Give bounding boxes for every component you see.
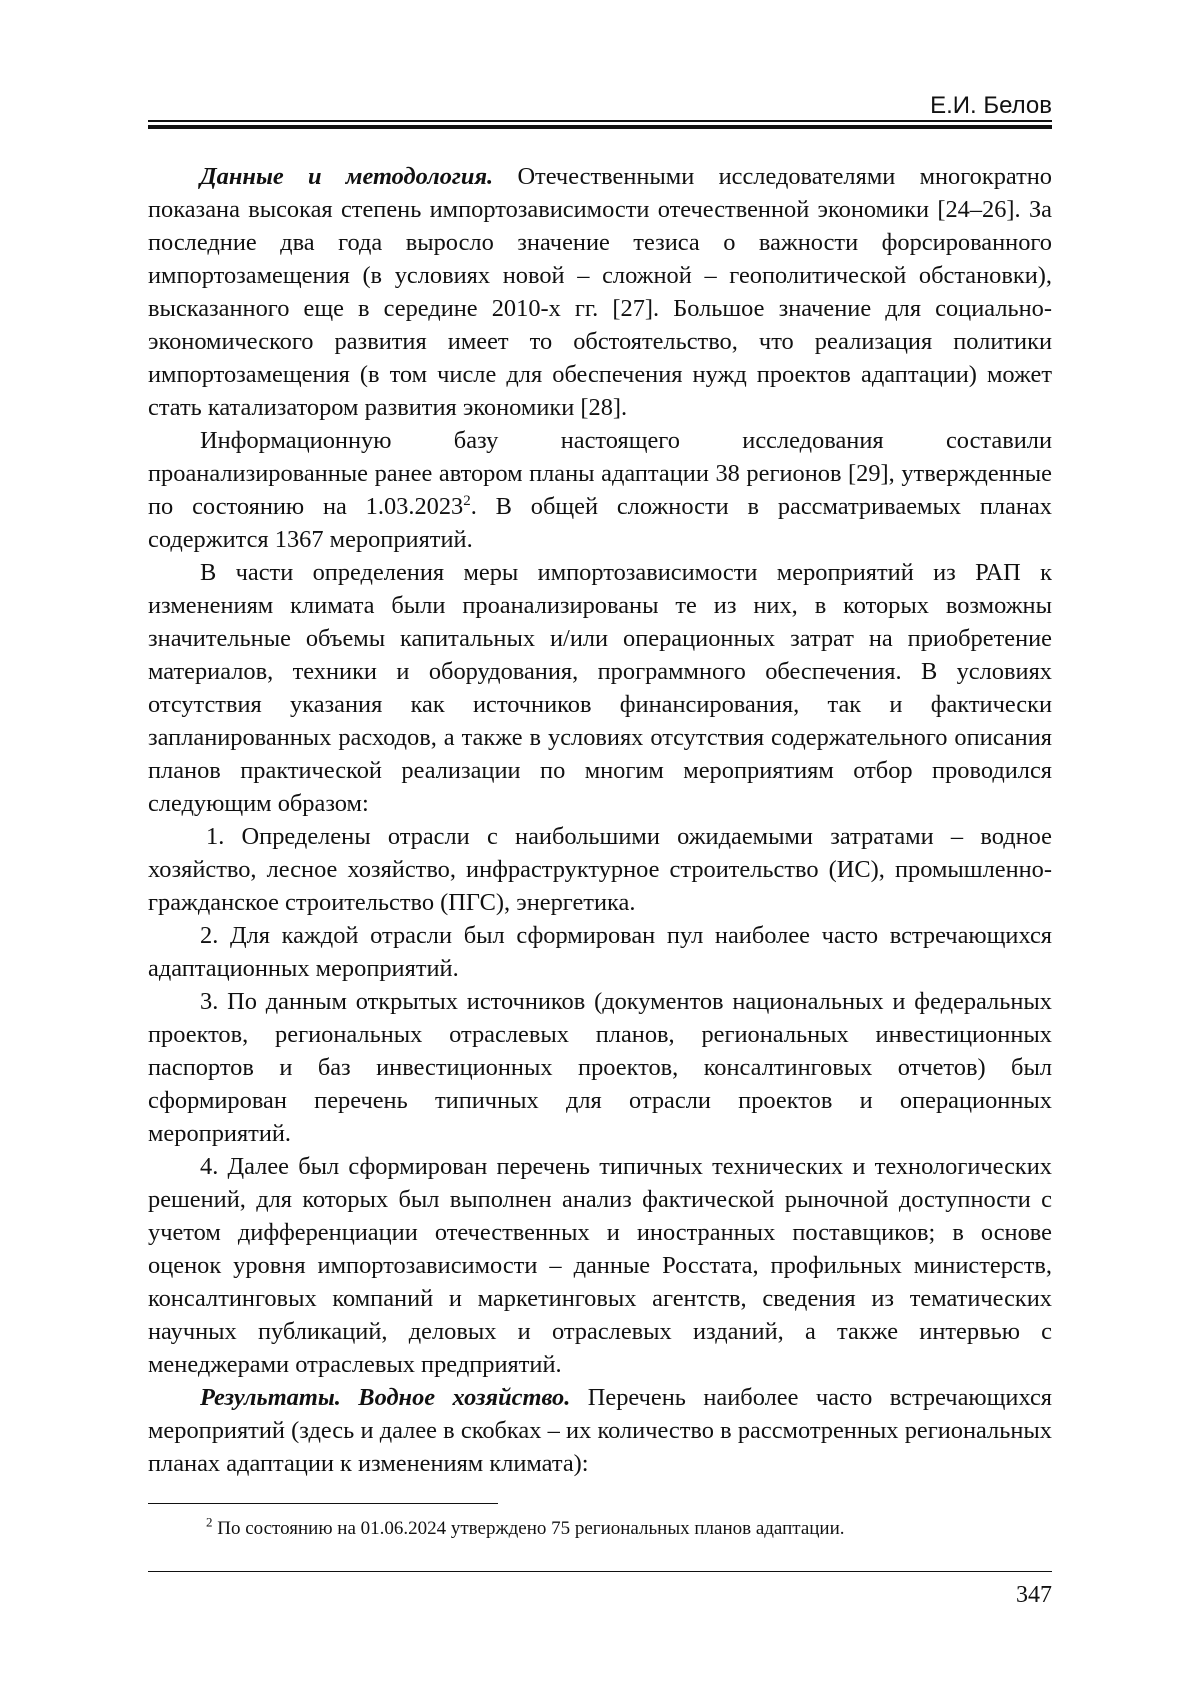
section-heading-results-water: Результаты. Водное хозяйство. [200,1384,571,1411]
header-rule-thick [148,125,1052,129]
list-item-2: 2. Для каждой отрасли был сформирован пул наиболее часто встречающихся адаптационных мероприятий. [148,922,1052,982]
footnote [148,1516,1052,1542]
section-heading-data-methodology: Данные и методология. [200,163,494,190]
footnote-mark: 2 [206,1514,213,1530]
paragraph-text: Перечень наиболее часто встречающихся мероприятий (здесь и далее в скобках – их количество в рассмотренных региональных планах адаптации к изменениям климата): [148,1384,1052,1477]
footer-rule [148,1571,1052,1572]
paragraph-information-base [148,424,1052,556]
list-item-3: 3. По данным открытых источников (документов национальных и федеральных проектов, региональных отраслевых планов, региональных инвестиционных паспортов и баз инвестиционных проектов, консалтинговых отчетов) был сформирован перечень типичных для отрасли проектов и операционных мероприятий. [148,988,1052,1147]
paragraph-results-water [148,1381,1052,1480]
running-head-author: Е.И. Белов [930,92,1052,119]
paragraph-selection-method: В части определения меры импортозависимости мероприятий из РАП к изменениям климата были проанализированы те из них, в которых возможны значительные объемы капитальных и/или операционных затрат на приобретение материалов, техники и оборудования, программного обеспечения. В условиях отсутствия указания как источников финансирования, так и фактически запланированных расходов, а также в условиях отсутствия содержательного описания планов практической реализации по многим мероприятиям отбор проводился следующим образом: [148,559,1052,817]
footnote-separator [148,1503,498,1504]
body-text [148,160,1052,1480]
paragraph-text: Отечественными исследователями многократно показана высокая степень импортозависимости отечественной экономики [24–26]. За последние два года выросло значение тезиса о важности форсированного импортозамещения (в условиях новой – сложной – геополитической обстановки), высказанного еще в середине 2010-х гг. [27]. Большое значение для социально-экономического развития имеет то обстоятельство, что реализация политики импортозамещения (в том числе для обеспечения нужд проектов адаптации) может стать катализатором развития экономики [28]. [148,163,1052,421]
paragraph-text: Информационную базу настоящего исследования составили проанализированные ранее автором планы адаптации 38 регионов [29], утвержденные по состоянию на 1.03.2023 [148,427,1052,520]
paragraph-text: . В общей сложности в рассматриваемых планах содержится 1367 мероприятий. [148,493,1052,553]
page-number: 347 [1016,1582,1052,1608]
list-item-4: 4. Далее был сформирован перечень типичных технических и технологических решений, для которых был выполнен анализ фактической рыночной доступности с учетом дифференциации отечественных и иностранных поставщиков; в основе оценок уровня импортозависимости – данные Росстата, профильных министерств, консалтинговых компаний и маркетинговых агентств, сведения из тематических научных публикаций, деловых и отраслевых изданий, а также интервью с менеджерами отраслевых предприятий. [148,1153,1052,1378]
footnote-reference: 2 [463,492,471,509]
paragraph-data-methodology [148,160,1052,424]
footnote-text: По состоянию на 01.06.2024 утверждено 75 региональных планов адаптации. [212,1518,845,1539]
list-item-1: 1. Определены отрасли с наибольшими ожидаемыми затратами – водное хозяйство, лесное хозяйство, инфраструктурное строительство (ИС), промышленно-гражданское строительство (ПГС), энергетика. [148,823,1052,916]
header-rule-thin [148,120,1052,122]
